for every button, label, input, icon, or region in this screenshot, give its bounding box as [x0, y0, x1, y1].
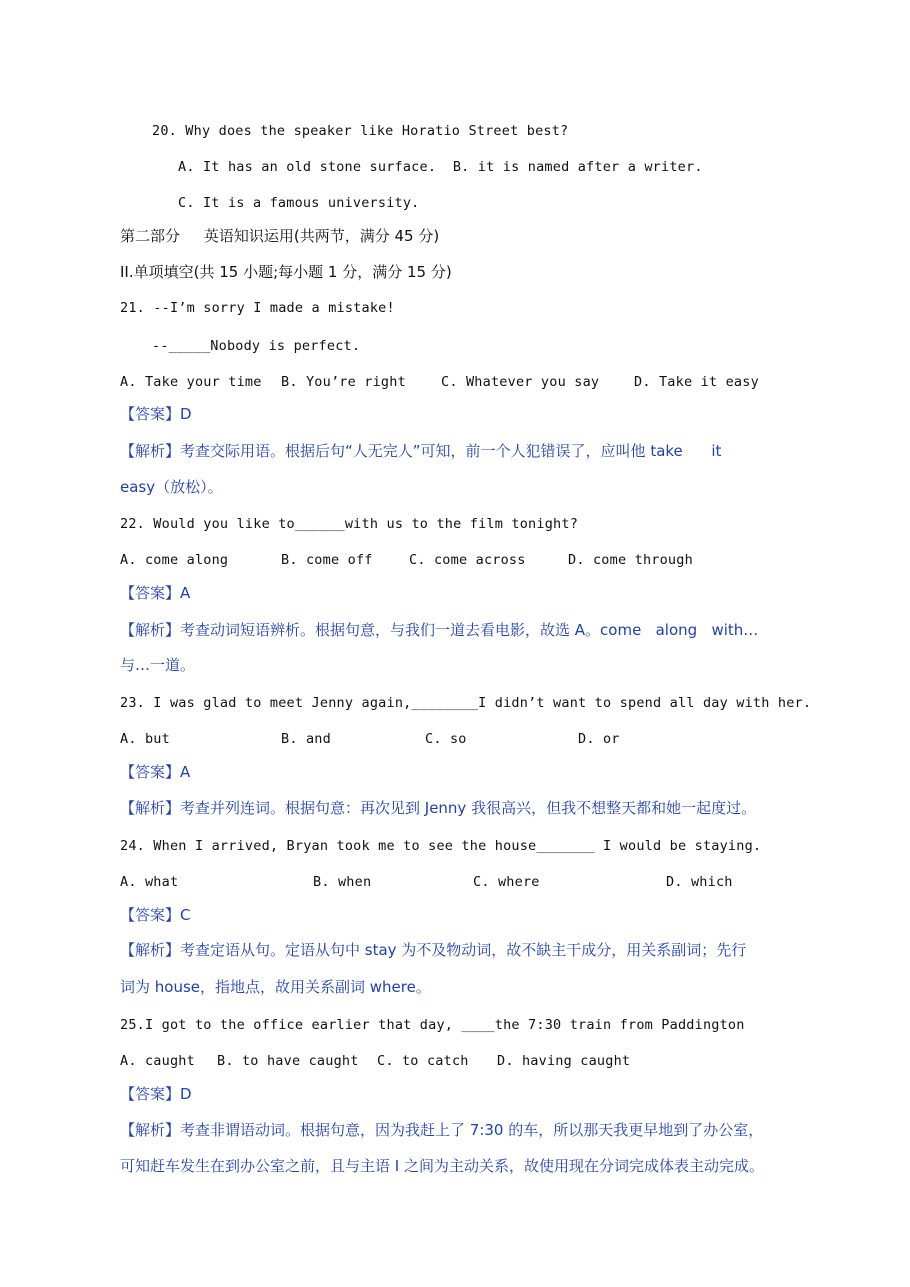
question-25-analysis-line1: 【解析】考查非谓语动词。根据句意，因为我赶上了 7:30 的车，所以那天我更早地到了办公室，: [120, 1121, 764, 1139]
question-24-analysis-line2: 词为 house，指地点，故用关系副词 where。: [120, 978, 431, 996]
question-21-analysis-line2: easy（放松）。: [120, 478, 223, 496]
question-21-option-d: D. Take it easy: [634, 374, 759, 390]
question-24-option-b: B. when: [313, 874, 372, 890]
question-24-stem: 24. When I arrived, Bryan took me to see the house_______ I would be staying.: [120, 838, 762, 854]
question-23-option-d: D. or: [578, 731, 620, 747]
question-23-analysis-line1: 【解析】考查并列连词。根据句意：再次见到 Jenny 我很高兴，但我不想整天都和她一起度过。: [120, 799, 757, 817]
question-22-stem: 22. Would you like to______with us to the film tonight?: [120, 516, 579, 532]
question-25-stem: 25.I got to the office earlier that day, ____the 7:30 train from Paddington: [120, 1017, 745, 1033]
question-24-option-d: D. which: [666, 874, 733, 890]
question-24-option-a: A. what: [120, 874, 179, 890]
question-22-option-a: A. come along: [120, 552, 229, 568]
question-21-answer: 【答案】D: [120, 405, 192, 423]
question-20-options-line2: C. It is a famous university.: [178, 195, 420, 211]
question-20-options-line1: A. It has an old stone surface. B. it is named after a writer.: [178, 159, 703, 175]
question-22-option-b: B. come off: [281, 552, 373, 568]
subsection-heading: II.单项填空(共 15 小题;每小题 1 分，满分 15 分): [120, 263, 452, 281]
question-25-option-d: D. having caught: [497, 1053, 631, 1069]
question-21-stem: 21. --I’m sorry I made a mistake!: [120, 300, 395, 316]
question-21-option-c: C. Whatever you say: [441, 374, 600, 390]
question-25-answer: 【答案】D: [120, 1085, 192, 1103]
question-24-analysis-line1: 【解析】考查定语从句。定语从句中 stay 为不及物动词，故不缺主干成分，用关系副词；先行: [120, 941, 747, 959]
question-21-option-a: A. Take your time: [120, 374, 262, 390]
question-25-option-b: B. to have caught: [217, 1053, 359, 1069]
question-24-answer: 【答案】C: [120, 906, 191, 924]
question-23-stem: 23. I was glad to meet Jenny again,________I didn’t want to spend all day with her.: [120, 695, 812, 711]
question-22-option-c: C. come across: [409, 552, 526, 568]
question-22-analysis-line1: 【解析】考查动词短语辨析。根据句意，与我们一道去看电影，故选 A。come along with…: [120, 621, 759, 639]
question-22-option-d: D. come through: [568, 552, 693, 568]
question-21-stem-reply: --_____Nobody is perfect.: [152, 338, 361, 354]
question-21-analysis-line1: 【解析】考查交际用语。根据后句“人无完人”可知，前一个人犯错误了，应叫他 take it: [120, 442, 722, 460]
question-25-option-c: C. to catch: [377, 1053, 469, 1069]
section-heading: 第二部分 英语知识运用(共两节，满分 45 分): [120, 227, 440, 245]
question-25-analysis-line2: 可知赶车发生在到办公室之前，且与主语 I 之间为主动关系，故使用现在分词完成体表主动完成。: [120, 1157, 764, 1175]
question-20-stem: 20. Why does the speaker like Horatio Street best?: [152, 123, 569, 139]
question-25-option-a: A. caught: [120, 1053, 195, 1069]
question-22-answer: 【答案】A: [120, 584, 191, 602]
question-23-option-a: A. but: [120, 731, 170, 747]
question-23-option-c: C. so: [425, 731, 467, 747]
question-22-analysis-line2: 与…一道。: [120, 656, 196, 674]
question-21-option-b: B. You’re right: [281, 374, 406, 390]
question-23-option-b: B. and: [281, 731, 331, 747]
question-23-answer: 【答案】A: [120, 763, 191, 781]
question-24-option-c: C. where: [473, 874, 540, 890]
